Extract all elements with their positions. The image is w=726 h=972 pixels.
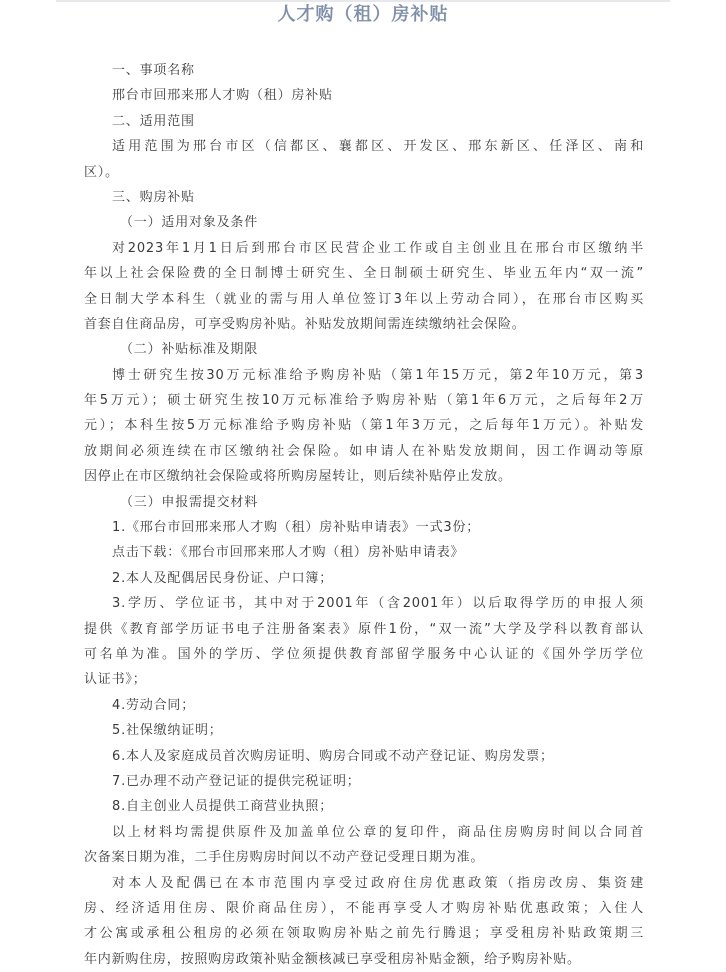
paragraph-line: 放期间必须连续在市区缴纳社会保险。如申请人在补贴发放期间，因工作调动等原 [84, 443, 644, 459]
list-item: 5.社保缴纳证明； [112, 723, 223, 739]
list-item: 4.劳动合同； [112, 697, 196, 713]
paragraph-line: 年内新购住房，按照购房政策补贴金额核减已享受租房补贴金额，给予购房补贴。 [84, 951, 581, 967]
list-item: 可名单为准。国外的学历、学位须提供教育部留学服务中心认证的《国外学历学位 [84, 646, 644, 662]
list-item: 3.学历、学位证书，其中对于2001年（含2001年）以后取得学历的申报人须 [112, 596, 644, 612]
item-name-text: 邢台市回邢来邢人才购（租）房补贴 [112, 88, 333, 104]
section-heading-item-name: 一、事项名称 [112, 63, 195, 78]
scope-text: 适用范围为邢台市区（信都区、襄都区、开发区、邢东新区、任泽区、南和 [112, 139, 644, 155]
subsection-heading-eligibility: （一）适用对象及条件 [120, 215, 259, 231]
section-heading-purchase-subsidy: 三、购房补贴 [112, 189, 195, 205]
subsection-heading-standard: （二）补贴标准及期限 [120, 342, 259, 358]
paragraph-line: 年以上社会保险费的全日制博士研究生、全日制硕士研究生、毕业五年内“双一流” [84, 266, 644, 282]
list-item: 7.已办理不动产登记证的提供完税证明； [112, 773, 361, 789]
paragraph-line: 才公寓或承租公租房的必须在领取购房补贴之前先行腾退；享受租房补贴政策期三 [84, 926, 644, 942]
paragraph-line: 元）；本科生按5万元标准给予购房补贴（第1年3万元，之后每年1万元）。补贴发 [84, 418, 644, 434]
subsection-heading-materials: （三）申报需提交材料 [120, 494, 259, 510]
paragraph-line: 首套自住商品房，可享受购房补贴。补贴发放期间需连续缴纳社会保险。 [84, 316, 526, 332]
paragraph-line: 博士研究生按30万元标准给予购房补贴（第1年15万元，第2年10万元，第3 [112, 367, 644, 383]
list-item: 提供《教育部学历证书电子注册备案表》原件1份，“双一流”大学及学科以教育部认 [84, 621, 644, 637]
document-body [84, 58, 644, 972]
paragraph-line: 全日制大学本科生（就业的需与用人单位签订3年以上劳动合同），在邢台市区购买 [84, 291, 644, 307]
scope-text: 区）。 [84, 164, 119, 180]
list-item: 8.自主创业人员提供工商营业执照； [112, 799, 334, 815]
paragraph-line: 因停止在市区缴纳社会保险或将所购房屋转让，则后续补贴停止发放。 [84, 469, 512, 485]
list-item: 6.本人及家庭成员首次购房证明、购房合同或不动产登记证、购房发票； [112, 748, 554, 764]
download-link[interactable]: 点击下载：《邢台市回邢来邢人才购（租）房补贴申请表》 [112, 545, 465, 561]
paragraph-line: 次备案日期为准，二手住房购房时间以不动产登记受理日期为准。 [84, 850, 485, 866]
paragraph-line: 年5万元）；硕士研究生按10万元标准给予购房补贴（第1年6万元，之后每年2万 [84, 393, 644, 409]
section-heading-scope: 二、适用范围 [112, 113, 195, 129]
paragraph-line: 房、经济适用住房、限价商品住房），不能再享受人才购房补贴优惠政策；入住人 [84, 900, 644, 916]
list-item: 2.本人及配偶居民身份证、户口簿； [112, 570, 334, 586]
paragraph-line: 对本人及配偶已在本市范围内享受过政府住房优惠政策（指房改房、集资建 [112, 875, 644, 891]
list-item: 认证书》； [84, 672, 147, 688]
list-item: 1.《邢台市回邢来邢人才购（租）房补贴申请表》一式3份； [112, 520, 481, 536]
paragraph-line: 对2023年1月1日后到邢台市区民营企业工作或自主创业且在邢台市区缴纳半 [112, 240, 644, 256]
paragraph-line: 以上材料均需提供原件及加盖单位公章的复印件，商品住房购房时间以合同首 [112, 824, 644, 840]
page-title: 人才购（租）房补贴 [277, 4, 449, 25]
